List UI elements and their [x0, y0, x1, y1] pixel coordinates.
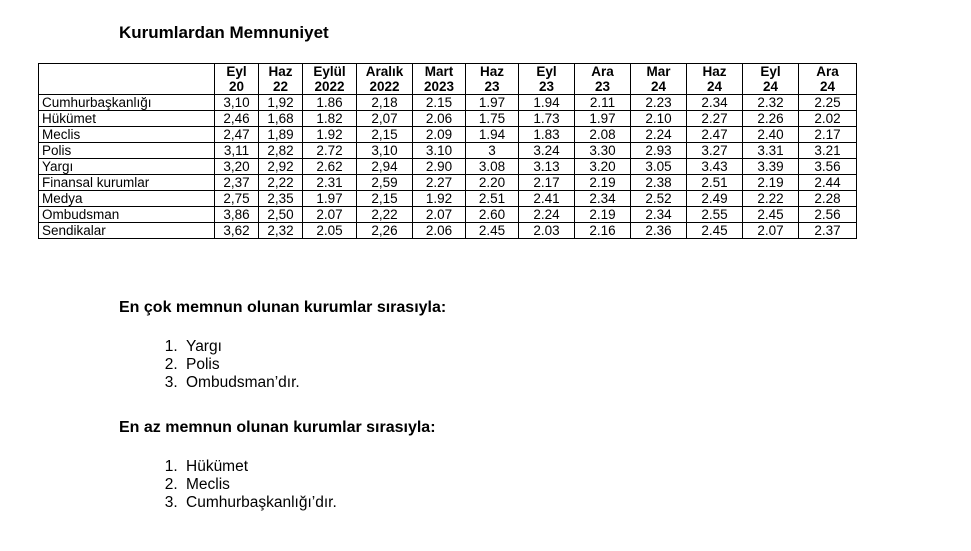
table-row: [39, 95, 857, 111]
score-cell: 2.28: [799, 191, 857, 207]
score-cell: 2.19: [743, 175, 799, 191]
list-item: 2. Polis: [182, 356, 300, 374]
column-header-line: 23: [594, 79, 611, 94]
list-item: 2. Meclis: [182, 476, 337, 494]
score-cell: 1.97: [466, 95, 519, 111]
institution-name: Polis: [39, 143, 215, 159]
score-cell: 2.51: [687, 175, 743, 191]
table-row: [39, 143, 857, 159]
score-cell: 2.06: [413, 223, 466, 239]
score-cell: 2,50: [259, 207, 303, 223]
score-cell: 1.97: [575, 111, 631, 127]
score-cell: 2.15: [413, 95, 466, 111]
score-cell: 2.49: [687, 191, 743, 207]
score-cell: 2,32: [259, 223, 303, 239]
score-cell: 2,15: [357, 191, 413, 207]
score-cell: 2.55: [687, 207, 743, 223]
list-item: 3. Ombudsman’dır.: [182, 374, 300, 392]
table-row: [39, 207, 857, 223]
score-cell: 3.08: [466, 159, 519, 175]
column-header: [215, 64, 259, 95]
table-body: [39, 95, 857, 239]
score-cell: 2.07: [413, 207, 466, 223]
score-cell: 1,68: [259, 111, 303, 127]
institution-name: Meclis: [39, 127, 215, 143]
score-cell: 1.94: [466, 127, 519, 143]
score-cell: 2.20: [466, 175, 519, 191]
column-header-line: Eylül: [313, 64, 346, 79]
column-header-line: Mar: [646, 64, 671, 79]
score-cell: 2.16: [575, 223, 631, 239]
column-header-line: Haz: [268, 64, 293, 79]
score-cell: 2.32: [743, 95, 799, 111]
score-cell: 2,07: [357, 111, 413, 127]
column-header-line: 24: [706, 79, 723, 94]
score-cell: 2.37: [799, 223, 857, 239]
score-cell: 3.21: [799, 143, 857, 159]
score-cell: 2.72: [303, 143, 357, 159]
column-header-line: Eyl: [226, 64, 247, 79]
score-cell: 2.07: [743, 223, 799, 239]
score-cell: 2.17: [799, 127, 857, 143]
list-item: 1. Yargı: [182, 338, 300, 356]
column-header-line: 24: [650, 79, 667, 94]
score-cell: 2.41: [519, 191, 575, 207]
score-cell: 2.06: [413, 111, 466, 127]
column-header: [519, 64, 575, 95]
score-cell: 2.38: [631, 175, 687, 191]
column-header: [413, 64, 466, 95]
column-header-line: 22: [272, 79, 289, 94]
column-header: [259, 64, 303, 95]
column-header: [687, 64, 743, 95]
column-header: [303, 64, 357, 95]
score-cell: 3.30: [575, 143, 631, 159]
score-cell: 2.45: [687, 223, 743, 239]
column-header-line: 24: [762, 79, 779, 94]
column-header-line: Ara: [816, 64, 839, 79]
institution-name: Sendikalar: [39, 223, 215, 239]
score-cell: 2,92: [259, 159, 303, 175]
score-cell: 2.44: [799, 175, 857, 191]
score-cell: 2.60: [466, 207, 519, 223]
score-cell: 2.25: [799, 95, 857, 111]
score-cell: 2,75: [215, 191, 259, 207]
score-cell: 2.17: [519, 175, 575, 191]
column-header: [357, 64, 413, 95]
score-cell: 1.86: [303, 95, 357, 111]
score-cell: 2,22: [259, 175, 303, 191]
score-cell: 2.90: [413, 159, 466, 175]
score-cell: 1.92: [413, 191, 466, 207]
score-cell: 2.34: [575, 191, 631, 207]
column-header: [799, 64, 857, 95]
column-header-line: Haz: [702, 64, 727, 79]
column-header-line: 20: [228, 79, 245, 94]
institution-name: Yargı: [39, 159, 215, 175]
score-cell: 2.47: [687, 127, 743, 143]
institution-name: Cumhurbaşkanlığı: [39, 95, 215, 111]
score-cell: 2.34: [631, 207, 687, 223]
score-cell: 2.05: [303, 223, 357, 239]
score-cell: 2.27: [687, 111, 743, 127]
column-header-line: Mart: [424, 64, 454, 79]
score-cell: 2.24: [631, 127, 687, 143]
score-cell: 2.40: [743, 127, 799, 143]
score-cell: 3.24: [519, 143, 575, 159]
score-cell: 3.56: [799, 159, 857, 175]
score-cell: 3.43: [687, 159, 743, 175]
score-cell: 2.36: [631, 223, 687, 239]
score-cell: 3.27: [687, 143, 743, 159]
score-cell: 2.31: [303, 175, 357, 191]
score-cell: 3.31: [743, 143, 799, 159]
score-cell: 2.22: [743, 191, 799, 207]
least-satisfied-heading: En az memnun olunan kurumlar sırasıyla:: [119, 419, 436, 436]
score-cell: 3,10: [215, 95, 259, 111]
column-header-line: Eyl: [536, 64, 557, 79]
column-header: [466, 64, 519, 95]
score-cell: 1,89: [259, 127, 303, 143]
score-cell: 1.83: [519, 127, 575, 143]
score-cell: 2.09: [413, 127, 466, 143]
score-cell: 2,22: [357, 207, 413, 223]
institution-name: Medya: [39, 191, 215, 207]
score-cell: 3.10: [413, 143, 466, 159]
score-cell: 2.19: [575, 175, 631, 191]
column-header-line: 2023: [423, 79, 455, 94]
satisfaction-table: [38, 63, 857, 239]
score-cell: 2.26: [743, 111, 799, 127]
table-row: [39, 191, 857, 207]
score-cell: 1.97: [303, 191, 357, 207]
column-header: [743, 64, 799, 95]
score-cell: 2.51: [466, 191, 519, 207]
table-row: [39, 111, 857, 127]
column-header-line: Ara: [591, 64, 614, 79]
score-cell: 2,18: [357, 95, 413, 111]
score-cell: 2.93: [631, 143, 687, 159]
least-satisfied-list: [150, 458, 337, 512]
header-corner-cell: [39, 64, 215, 95]
score-cell: 2,15: [357, 127, 413, 143]
table-row: [39, 175, 857, 191]
score-cell: 3.39: [743, 159, 799, 175]
score-cell: 3.05: [631, 159, 687, 175]
score-cell: 2.24: [519, 207, 575, 223]
score-cell: 2,47: [215, 127, 259, 143]
score-cell: 2.03: [519, 223, 575, 239]
score-cell: 2,46: [215, 111, 259, 127]
most-satisfied-heading: En çok memnun olunan kurumlar sırasıyla:: [119, 299, 447, 316]
institution-name: Finansal kurumlar: [39, 175, 215, 191]
score-cell: 2.56: [799, 207, 857, 223]
column-header-line: 2022: [314, 79, 345, 94]
score-cell: 2.02: [799, 111, 857, 127]
list-item: 3. Cumhurbaşkanlığı’dır.: [182, 494, 337, 512]
score-cell: 2.23: [631, 95, 687, 111]
score-cell: 2.45: [743, 207, 799, 223]
column-header-line: Haz: [479, 64, 504, 79]
score-cell: 2,94: [357, 159, 413, 175]
column-header-line: 2022: [369, 79, 400, 94]
score-cell: 1,92: [259, 95, 303, 111]
column-header: [575, 64, 631, 95]
score-cell: 1.75: [466, 111, 519, 127]
column-header-line: 23: [484, 79, 500, 94]
score-cell: 2.19: [575, 207, 631, 223]
score-cell: 2,82: [259, 143, 303, 159]
score-cell: 2.45: [466, 223, 519, 239]
list-item: 1. Hükümet: [182, 458, 337, 476]
score-cell: 3,11: [215, 143, 259, 159]
score-cell: 2,35: [259, 191, 303, 207]
table-row: [39, 127, 857, 143]
score-cell: 2.27: [413, 175, 466, 191]
score-cell: 2.62: [303, 159, 357, 175]
table-row: [39, 159, 857, 175]
score-cell: 3,86: [215, 207, 259, 223]
column-header-line: Aralık: [365, 64, 404, 79]
column-header-line: Eyl: [760, 64, 781, 79]
institution-name: Ombudsman: [39, 207, 215, 223]
score-cell: 3.20: [575, 159, 631, 175]
institution-name: Hükümet: [39, 111, 215, 127]
score-cell: 3: [466, 143, 519, 159]
score-cell: 1.82: [303, 111, 357, 127]
score-cell: 1.94: [519, 95, 575, 111]
score-cell: 3,62: [215, 223, 259, 239]
column-header: [631, 64, 687, 95]
score-cell: 2,26: [357, 223, 413, 239]
document-title: Kurumlardan Memnuniyet: [119, 23, 329, 42]
score-cell: 3.13: [519, 159, 575, 175]
score-cell: 1.73: [519, 111, 575, 127]
most-satisfied-list: [150, 338, 300, 392]
column-header-line: 24: [819, 79, 836, 94]
score-cell: 2,37: [215, 175, 259, 191]
score-cell: 2.07: [303, 207, 357, 223]
score-cell: 2.52: [631, 191, 687, 207]
table-header-row: [39, 64, 857, 95]
score-cell: 1.92: [303, 127, 357, 143]
score-cell: 2.10: [631, 111, 687, 127]
score-cell: 2.08: [575, 127, 631, 143]
score-cell: 2.34: [687, 95, 743, 111]
score-cell: 3,10: [357, 143, 413, 159]
score-cell: 2.11: [575, 95, 631, 111]
table-row: [39, 223, 857, 239]
column-header-line: 23: [538, 79, 555, 94]
score-cell: 3,20: [215, 159, 259, 175]
score-cell: 2,59: [357, 175, 413, 191]
